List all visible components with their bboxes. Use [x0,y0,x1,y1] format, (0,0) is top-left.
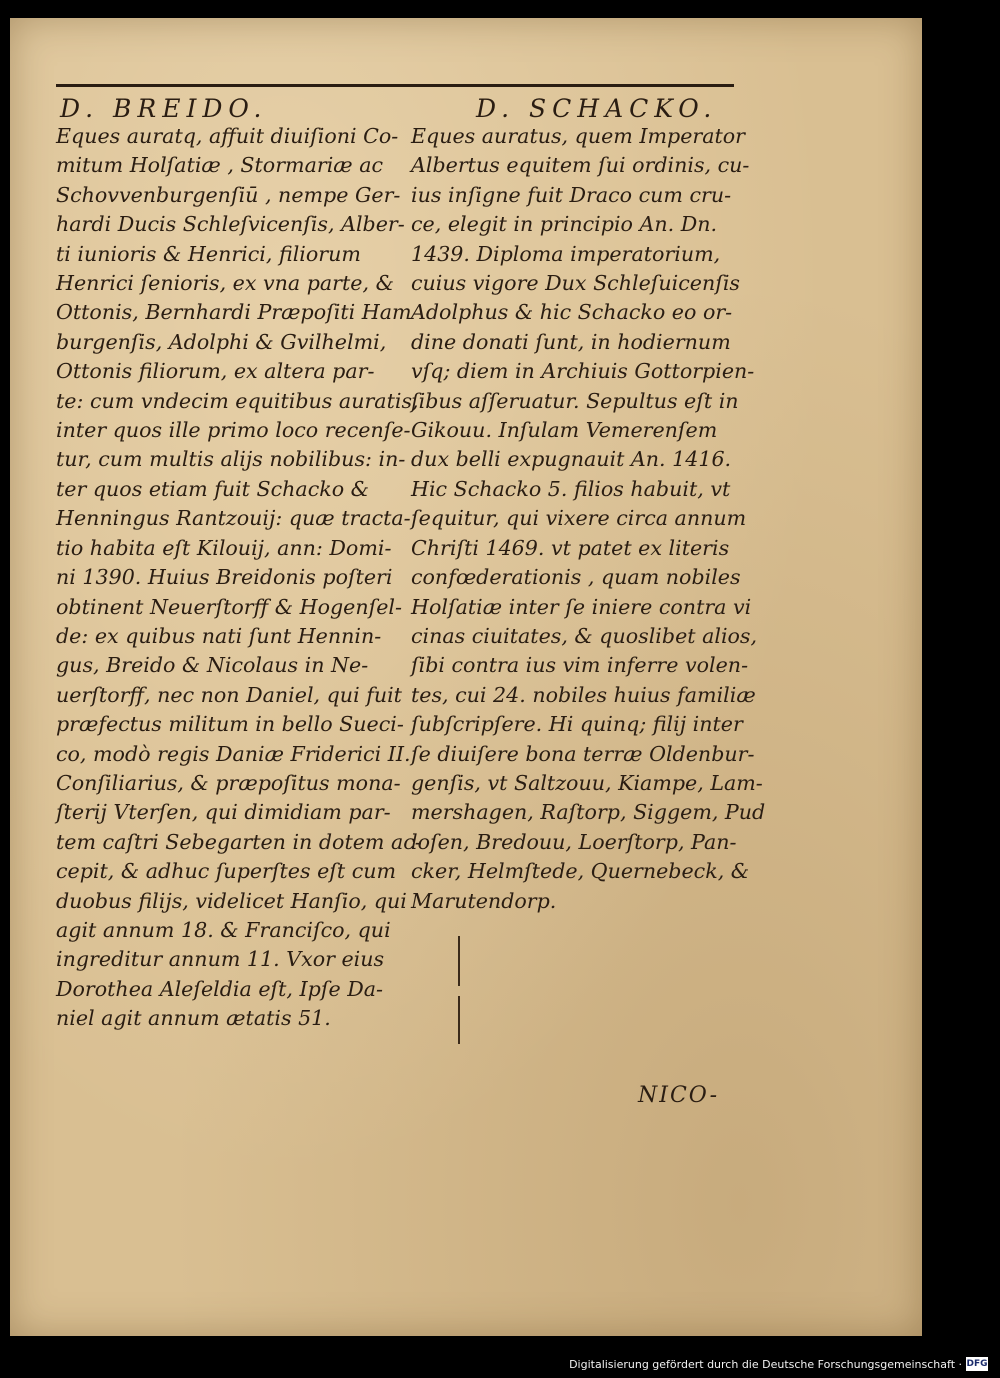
text-line: Eques auratus, quem Imperator [411,124,746,148]
text-line: inter quos ille primo loco recenſe- [56,418,411,443]
text-line: Ottonis filiorum, ex altera par- [56,359,375,384]
digitization-credit: Digitalisierung gefördert durch die Deutsche Forschungsgemeinschaft · [569,1358,962,1371]
text-line: ius inſigne fuit Draco cum cru- [411,182,732,207]
text-line: ſterij Vterſen, qui dimidiam par- [56,800,391,825]
left-text-column [56,122,422,1034]
text-line: cepit, & adhuc ſuperſtes eſt cum [56,859,397,884]
text-line: mitum Holſatiæ , Stormariæ ac [56,153,384,178]
text-line: Schovvenburgenſiū , nempe Ger- [56,182,401,207]
text-line: Eques auratq, affuit diuiſioni Co- [56,124,399,148]
text-line: cker, Helmſtede, Quernebeck, & [411,859,750,884]
text-line: tes, cui 24. nobiles huius familiæ [411,682,756,707]
text-line: Hic Schacko 5. filios habuit, vt [411,476,731,501]
text-line: tur, cum multis alijs nobilibus: in- [56,447,406,472]
text-line: Dorothea Aleſeldia eſt, Ipſe Da- [56,976,383,1001]
text-line: burgenſis, Adolphi & Gvilhelmi, [56,329,387,354]
margin-mark [458,996,460,1044]
text-line: ter quos etiam fuit Schacko & [56,476,369,501]
text-line: Gikouu. Inſulam Vemerenſem [411,418,718,443]
text-line: genſis, vt Saltzouu, Kiampe, Lam- [411,770,763,795]
text-line: ce, elegit in principio An. Dn. [411,212,718,237]
text-line: Adolphus & hic Schacko eo or- [411,300,733,325]
text-line: loſen, Bredouu, Loerſtorp, Pan- [411,829,737,854]
right-text-column [411,122,766,916]
text-line: vſq; diem in Archiuis Gottorpien- [411,359,755,384]
margin-mark [458,936,460,986]
dfg-logo: DFG [966,1359,988,1369]
text-line: 1439. Diploma imperatorium, [411,241,721,266]
document-page [10,18,922,1336]
text-line: confœderationis , quam nobiles [411,565,741,590]
running-head-left: D. BREIDO. [60,94,268,123]
catchword: NICO- [638,1083,720,1108]
text-line: te: cum vndecim equitibus auratis, [56,388,419,413]
text-line: gus, Breido & Nicolaus in Ne- [56,653,369,678]
text-line: Holſatiæ inter ſe iniere contra vi [411,594,752,619]
text-line: præfectus militum in bello Sueci- [56,712,404,737]
text-line: ſequitur, qui vixere circa annum [411,506,747,531]
text-line: Marutendorp. [411,888,557,913]
text-line: ſe diuiſere bona terræ Oldenbur- [411,741,755,766]
text-line: agit annum 18. & Franciſco, qui [56,917,391,942]
text-line: hardi Ducis Schleſvicenſis, Alber- [56,212,405,237]
text-line: mershagen, Raſtorp, Siggem, Pud [411,800,766,825]
text-line: Ottonis, Bernhardi Præpoſiti Ham [56,300,412,325]
text-line: niel agit annum ætatis 51. [56,1006,331,1031]
text-line: ti iunioris & Henrici, filiorum [56,241,361,266]
text-line: Albertus equitem ſui ordinis, cu- [411,153,750,178]
text-line: ingreditur annum 11. Vxor eius [56,947,385,972]
running-head-right: D. SCHACKO. [476,94,718,123]
text-line: ſubſcripſere. Hi quinq; filij inter [411,712,743,737]
text-line: Chriſti 1469. vt patet ex literis [411,535,730,560]
text-line: Conſiliarius, & præpoſitus mona- [56,770,401,795]
text-line: dine donati ſunt, in hodiernum [411,329,731,354]
text-line: dux belli expugnauit An. 1416. [411,447,732,472]
text-line: duobus filijs, videlicet Hanſio, qui [56,888,407,913]
text-line: tem caſtri Sebegarten in dotem ac- [56,829,422,854]
text-line: Henningus Rantzouij: quæ tracta- [56,506,411,531]
text-line: Henrici ſenioris, ex vna parte, & [56,271,394,296]
text-line: cuius vigore Dux Schleſuicenſis [411,271,740,296]
text-line: co, modò regis Daniæ Friderici II. [56,741,411,766]
text-line: de: ex quibus nati ſunt Hennin- [56,623,382,648]
text-line: ni 1390. Huius Breidonis poſteri [56,565,393,590]
text-line: tio habita eſt Kilouij, ann: Domi- [56,535,392,560]
text-line: obtinent Neuerſtorff & Hogenſel- [56,594,402,619]
text-line: ſibi contra ius vim inferre volen- [411,653,749,678]
text-line: uerſtorff, nec non Daniel, qui fuit [56,682,402,707]
text-line: cinas ciuitates, & quoslibet alios, [411,623,758,648]
text-line: ſibus aſſeruatur. Sepultus eſt in [411,388,739,413]
header-rule [56,84,734,87]
